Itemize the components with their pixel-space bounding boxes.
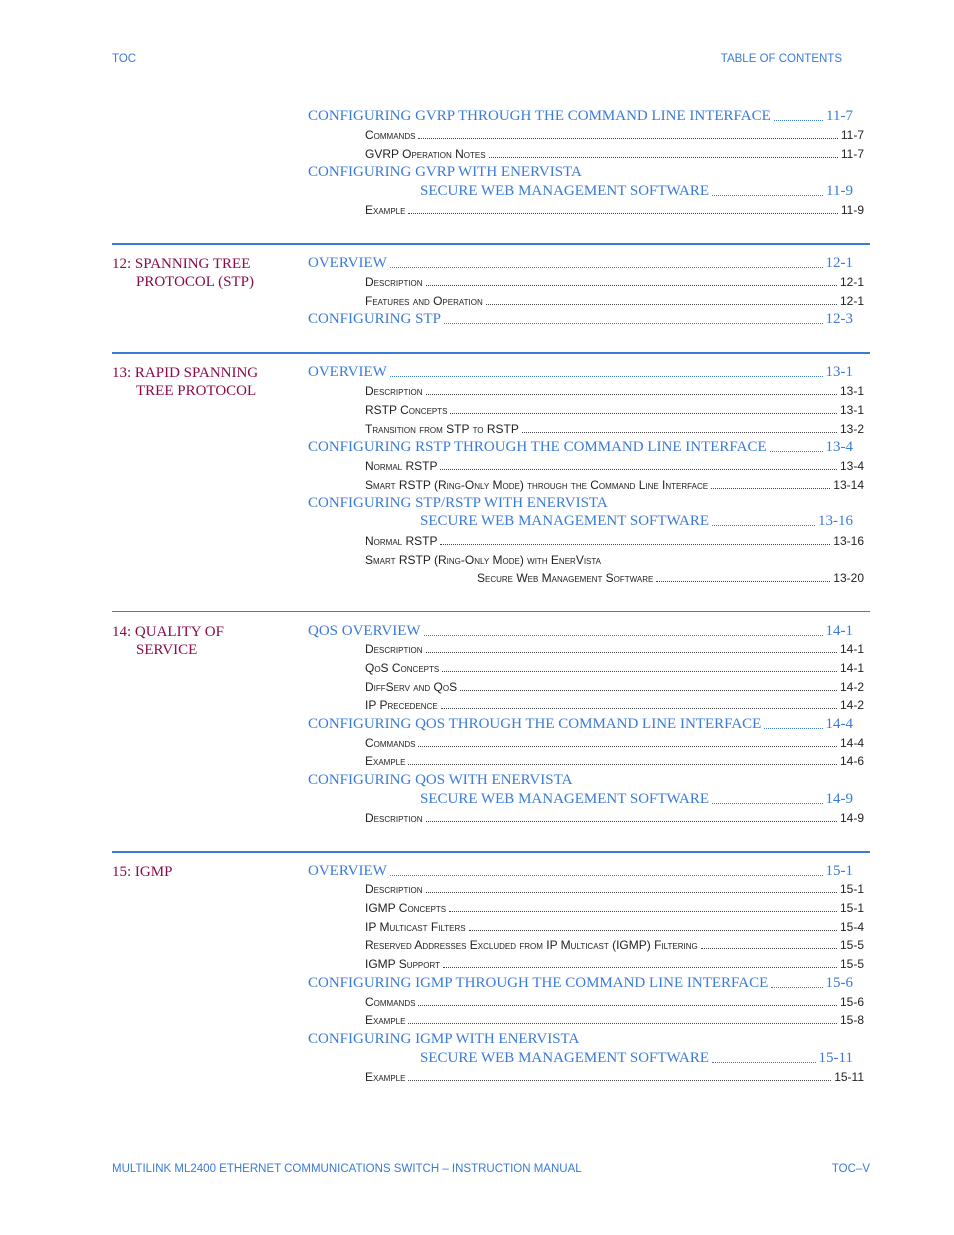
toc-entry-example[interactable]: Example 14-6 xyxy=(365,754,864,768)
toc-entry-gvrp-enervista[interactable]: CONFIGURING GVRP WITH ENERVISTA xyxy=(308,164,582,180)
chapter-title: 15: IGMP xyxy=(112,864,173,880)
toc-entry-igmp-enervista-cont[interactable]: SECURE WEB MANAGEMENT SOFTWARE 15-11 xyxy=(420,1050,853,1066)
toc-entry-overview[interactable]: OVERVIEW 15-1 xyxy=(308,863,853,879)
toc-entry-rstp-enervista[interactable]: CONFIGURING STP/RSTP WITH ENERVISTA xyxy=(308,495,608,511)
chapter-divider xyxy=(112,611,870,612)
toc-entry-igmp-cli[interactable]: CONFIGURING IGMP THROUGH THE COMMAND LINE INTERFACE 15-6 xyxy=(308,975,853,991)
toc-entry-normal-rstp-2[interactable]: Normal RSTP 13-16 xyxy=(365,534,864,548)
toc-entry-normal-rstp[interactable]: Normal RSTP 13-4 xyxy=(365,459,864,473)
toc-entry-commands[interactable]: Commands 11-7 xyxy=(365,128,864,142)
toc-entry-qos-concepts[interactable]: QoS Concepts 14-1 xyxy=(365,661,864,675)
toc-entry-overview[interactable]: OVERVIEW 12-1 xyxy=(308,255,853,271)
toc-entry-commands[interactable]: Commands 15-6 xyxy=(365,995,864,1009)
toc-entry-commands[interactable]: Commands 14-4 xyxy=(365,736,864,750)
toc-entry-description[interactable]: Description 14-1 xyxy=(365,642,864,656)
toc-entry-description[interactable]: Description 13-1 xyxy=(365,384,864,398)
toc-entry-configuring-stp[interactable]: CONFIGURING STP 12-3 xyxy=(308,311,853,327)
chapter-divider xyxy=(112,851,870,853)
toc-entry-rstp-cli[interactable]: CONFIGURING RSTP THROUGH THE COMMAND LINE INTERFACE 13-4 xyxy=(308,439,853,455)
toc-entry-gvrp-enervista-cont[interactable]: SECURE WEB MANAGEMENT SOFTWARE 11-9 xyxy=(420,183,853,199)
footer-left: MULTILINK ML2400 ETHERNET COMMUNICATIONS SWITCH – INSTRUCTION MANUAL xyxy=(112,1163,582,1175)
toc-entry-ip-multicast-filters[interactable]: IP Multicast Filters 15-4 xyxy=(365,920,864,934)
toc-entry-smart-rstp[interactable]: Smart RSTP (Ring-Only Mode) through the Command Line Interface 13-14 xyxy=(365,478,864,492)
toc-entry-description-2[interactable]: Description 14-9 xyxy=(365,811,864,825)
header-right: TABLE OF CONTENTS xyxy=(720,53,842,65)
header-left: TOC xyxy=(112,53,137,65)
toc-entry-qos-overview[interactable]: QOS OVERVIEW 14-1 xyxy=(308,623,853,639)
toc-entry-description[interactable]: Description 12-1 xyxy=(365,275,864,289)
toc-entry-qos-enervista[interactable]: CONFIGURING QOS WITH ENERVISTA xyxy=(308,772,573,788)
toc-entry-transition[interactable]: Transition from STP to RSTP 13-2 xyxy=(365,422,864,436)
toc-entry-rstp-concepts[interactable]: RSTP Concepts 13-1 xyxy=(365,403,864,417)
toc-entry-igmp-enervista[interactable]: CONFIGURING IGMP WITH ENERVISTA xyxy=(308,1031,580,1047)
toc-entry-example[interactable]: Example 15-8 xyxy=(365,1013,864,1027)
toc-entry-ip-precedence[interactable]: IP Precedence 14-2 xyxy=(365,698,864,712)
toc-entry-example-2[interactable]: Example 15-11 xyxy=(365,1070,864,1084)
toc-entry-smart-rstp-enervista[interactable]: Smart RSTP (Ring-Only Mode) with EnerVista xyxy=(365,553,602,567)
toc-entry-qos-enervista-cont[interactable]: SECURE WEB MANAGEMENT SOFTWARE 14-9 xyxy=(420,791,853,807)
chapter-title: 13: RAPID SPANNING TREE PROTOCOL xyxy=(112,365,259,399)
chapter-title: 12: SPANNING TREE PROTOCOL (STP) xyxy=(112,256,254,290)
chapter-title: 14: QUALITY OF SERVICE xyxy=(112,624,224,658)
toc-entry-gvrp-cli[interactable]: CONFIGURING GVRP THROUGH THE COMMAND LINE INTERFACE 11-7 xyxy=(308,108,853,124)
toc-entry-description[interactable]: Description 15-1 xyxy=(365,882,864,896)
toc-entry-example[interactable]: Example 11-9 xyxy=(365,203,864,217)
toc-entry-diffserv[interactable]: DiffServ and QoS 14-2 xyxy=(365,680,864,694)
toc-entry-igmp-concepts[interactable]: IGMP Concepts 15-1 xyxy=(365,901,864,915)
toc-entry-reserved-addresses[interactable]: Reserved Addresses Excluded from IP Multicast (IGMP) Filtering 15-5 xyxy=(365,938,864,952)
footer-right: TOC–V xyxy=(831,1163,870,1175)
toc-entry-igmp-support[interactable]: IGMP Support 15-5 xyxy=(365,957,864,971)
toc-entry-overview[interactable]: OVERVIEW 13-1 xyxy=(308,364,853,380)
toc-entry-qos-cli[interactable]: CONFIGURING QOS THROUGH THE COMMAND LINE INTERFACE 14-4 xyxy=(308,716,853,732)
toc-entry-features[interactable]: Features and Operation 12-1 xyxy=(365,294,864,308)
toc-entry-gvrp-notes[interactable]: GVRP Operation Notes 11-7 xyxy=(365,147,864,161)
chapter-divider xyxy=(112,352,870,354)
toc-entry-rstp-enervista-cont[interactable]: SECURE WEB MANAGEMENT SOFTWARE 13-16 xyxy=(420,513,853,529)
toc-entry-smart-rstp-enervista-cont[interactable]: Secure Web Management Software 13-20 xyxy=(477,571,864,585)
chapter-divider xyxy=(112,243,870,245)
